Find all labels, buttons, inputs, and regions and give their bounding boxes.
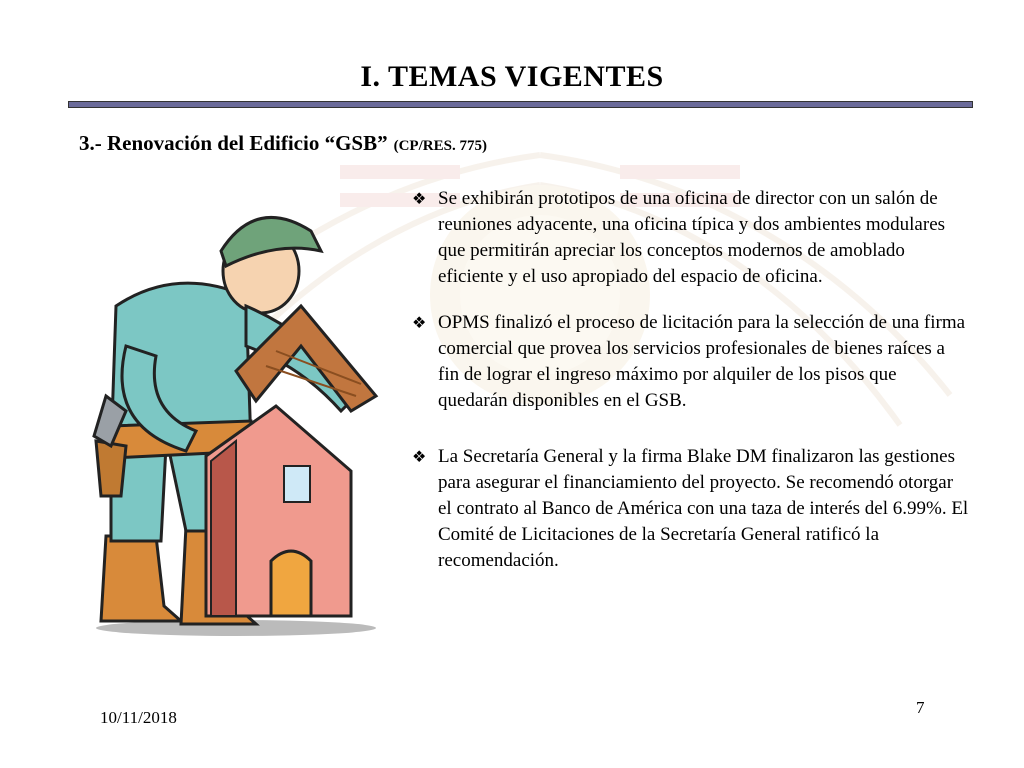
slide-title: I. TEMAS VIGENTES bbox=[360, 60, 664, 93]
bullet-text: Se exhibirán prototipos de una oficina de director con un salón de reuniones adyacente, una oficina típica y dos ambientes modulares que permitirán apreciar los conceptos modernos de amoblado eficiente y el uso apropiado del espacio de oficina. bbox=[438, 188, 946, 287]
bullet-text: OPMS finalizó el proceso de licitación para la selección de una firma comercial que provea los servicios profesionales de bienes raíces a fin de lograr el ingreso máximo por alquiler de los pisos que quedarán disponibles en el GSB. bbox=[438, 312, 966, 411]
title-divider bbox=[68, 101, 973, 108]
diamond-bullet-icon: ❖ bbox=[412, 447, 427, 466]
diamond-bullet-icon: ❖ bbox=[412, 189, 427, 208]
footer-date: 10/11/2018 bbox=[100, 708, 177, 727]
bullet-list bbox=[410, 186, 970, 594]
page-number: 7 bbox=[916, 698, 925, 717]
section-subtitle bbox=[79, 131, 487, 156]
diamond-bullet-icon: ❖ bbox=[412, 313, 427, 332]
subtitle-text: 3.- Renovación del Edificio “GSB” bbox=[79, 131, 388, 155]
subtitle-reference: (CP/RES. 775) bbox=[393, 138, 487, 154]
list-item bbox=[410, 186, 970, 290]
carpenter-building-house-illustration bbox=[86, 196, 386, 636]
list-item bbox=[410, 444, 970, 574]
list-item bbox=[410, 310, 970, 414]
bullet-text: La Secretaría General y la firma Blake DM finalizaron las gestiones para asegurar el financiamiento del proyecto. Se recomendó otorgar el contrato al Banco de América con una taza de interés del 6.99%. El Comité de Licitaciones de la Secretaría General ratificó la recomendación. bbox=[438, 446, 969, 571]
